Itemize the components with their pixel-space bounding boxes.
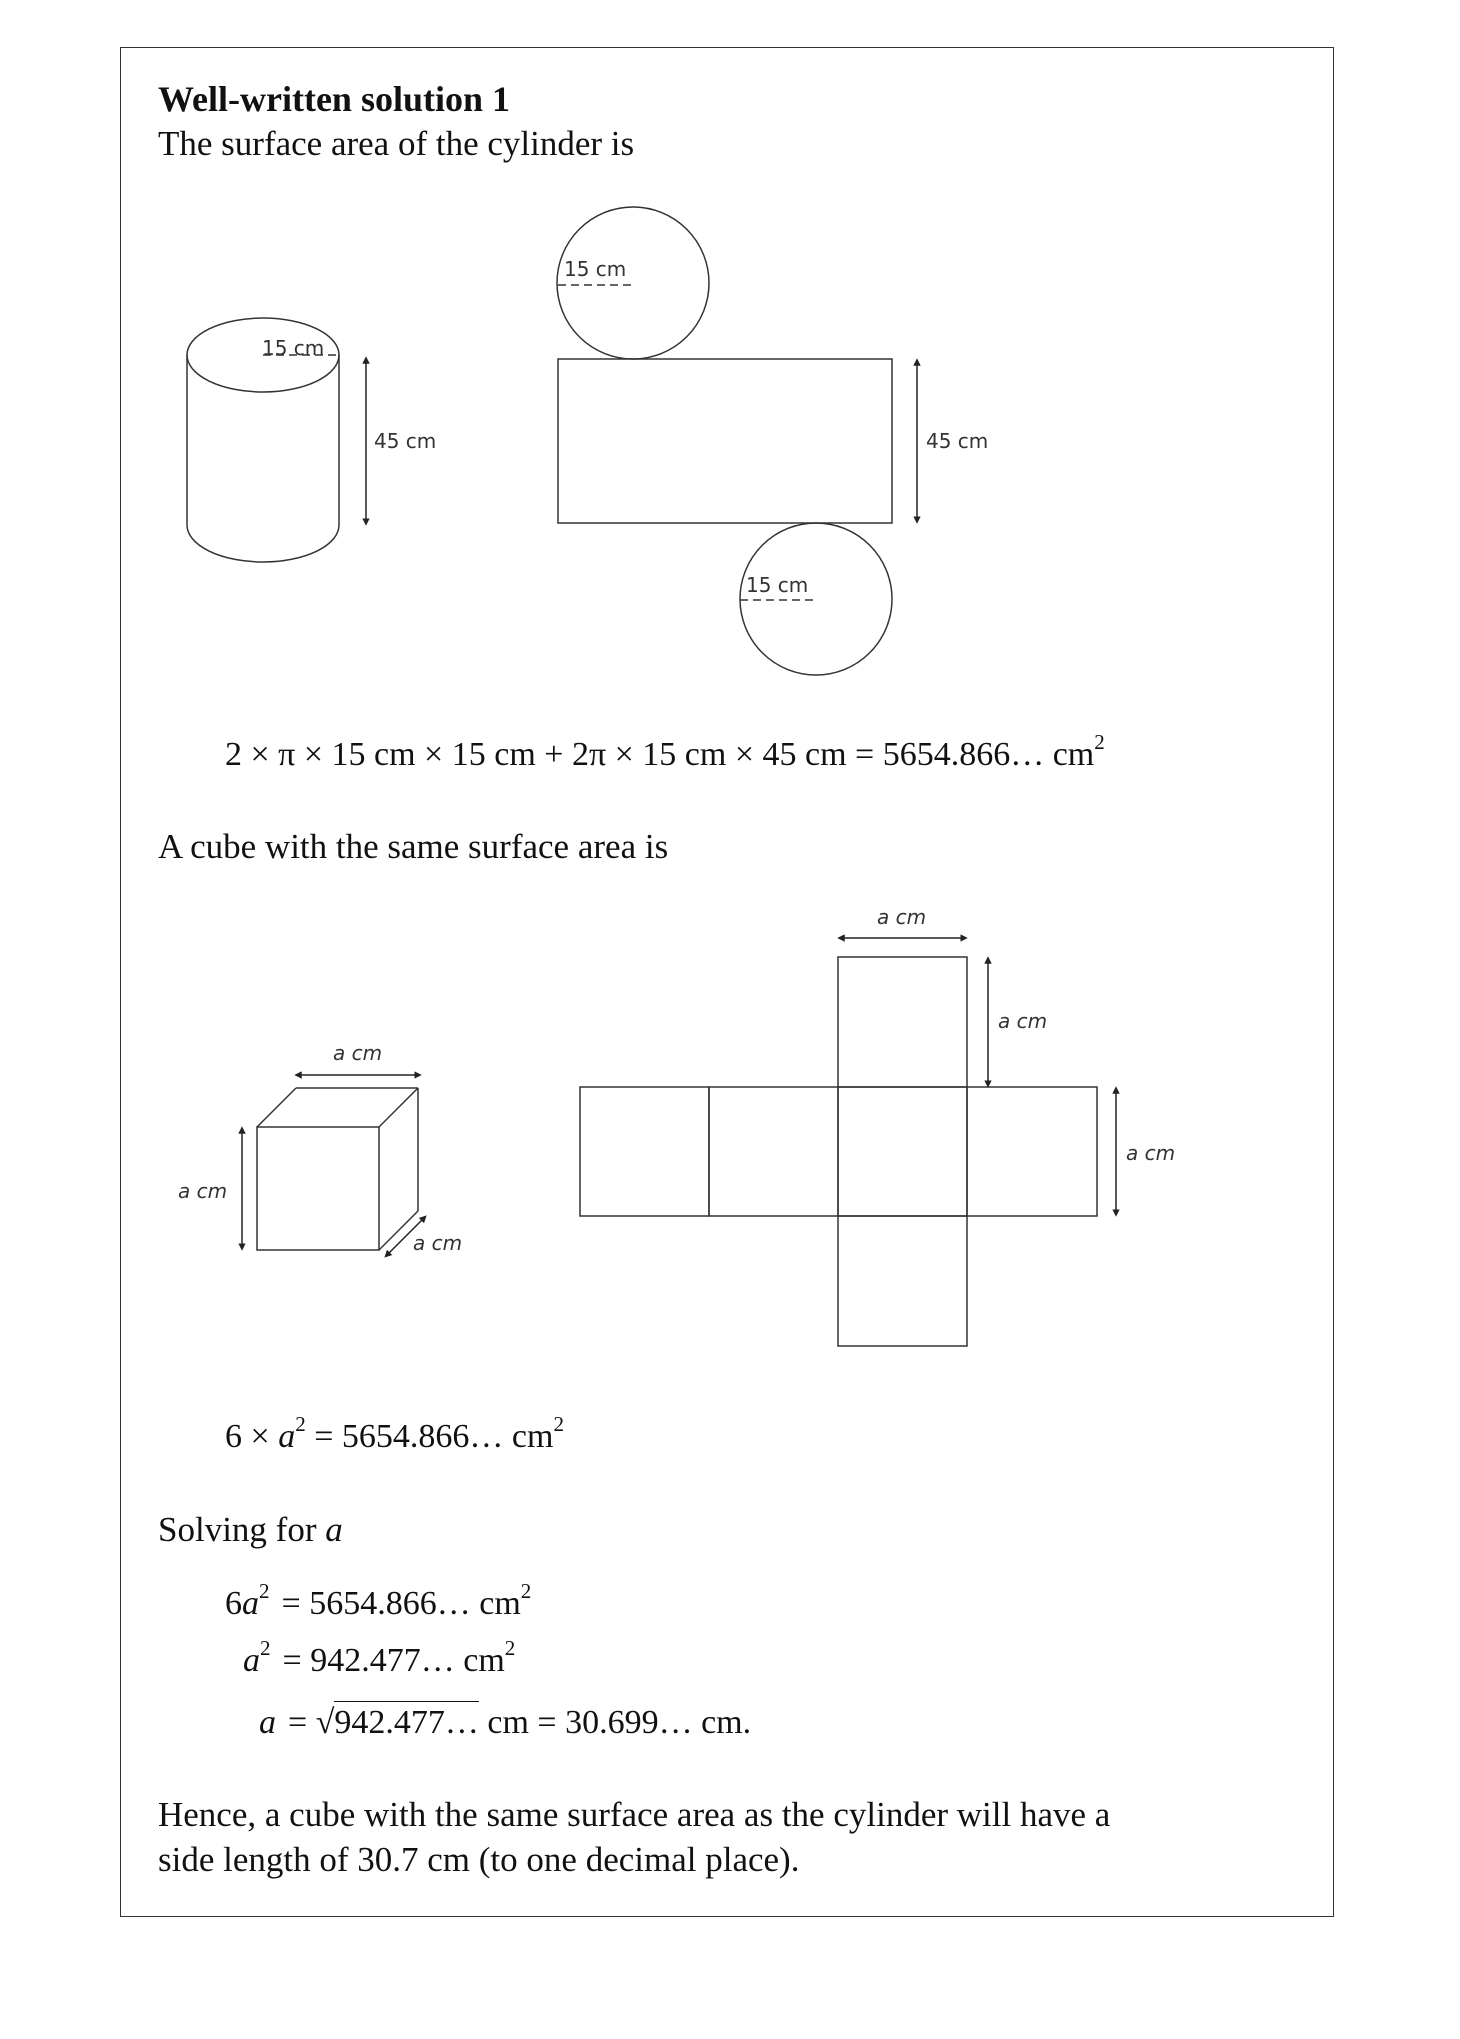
solution-title: Well-written solution 1 bbox=[158, 79, 510, 119]
cube-left-label: a cm bbox=[178, 1179, 228, 1203]
solving-label: Solving for bbox=[158, 1510, 326, 1549]
cube-area-equation bbox=[225, 1412, 564, 1456]
equation-1-exponent: 2 bbox=[1094, 730, 1105, 755]
cyl-height-label: 45 cm bbox=[374, 429, 437, 453]
equation-2-exp2: 2 bbox=[553, 1412, 564, 1437]
net-top-radius-label: 15 cm bbox=[564, 257, 627, 281]
cylinder-figure bbox=[0, 0, 1460, 700]
step-1-coef: 6 bbox=[225, 1585, 242, 1622]
solving-var: a bbox=[325, 1510, 343, 1549]
step-3-radicand: 942.477… bbox=[334, 1701, 479, 1741]
step-1-exp: 2 bbox=[259, 1579, 270, 1604]
cube-top-label: a cm bbox=[333, 1041, 383, 1065]
solving-text bbox=[158, 1510, 343, 1550]
step-1-var: a bbox=[242, 1585, 259, 1622]
step-1-rhs: = 5654.866… cm bbox=[281, 1585, 521, 1622]
net-height-label: 45 cm bbox=[926, 429, 989, 453]
step-3-sqrt-sign: √ bbox=[315, 1704, 335, 1741]
net-bottom-radius-label: 15 cm bbox=[746, 573, 809, 597]
step-1 bbox=[225, 1579, 532, 1623]
cube-depth-label: a cm bbox=[413, 1231, 463, 1255]
cyl-radius-label: 15 cm bbox=[262, 336, 325, 360]
cube-shape bbox=[257, 1088, 418, 1250]
step-3-eq: = bbox=[288, 1704, 316, 1741]
step-2-rhs-exp: 2 bbox=[504, 1636, 516, 1661]
net-side-label: a cm bbox=[998, 1009, 1048, 1033]
equation-2-exp: 2 bbox=[295, 1412, 306, 1437]
net-rectangle bbox=[558, 359, 892, 523]
cube-figure bbox=[0, 880, 1460, 1360]
net-bottom-circle bbox=[740, 523, 892, 675]
conclusion-line-1: Hence, a cube with the same surface area as the cylinder will have a bbox=[158, 1795, 1111, 1834]
equation-2-var: a bbox=[278, 1418, 296, 1455]
step-2 bbox=[243, 1636, 516, 1680]
conclusion-line-2: side length of 30.7 cm (to one decimal place). bbox=[158, 1840, 800, 1879]
equation-1-text: 2 × π × 15 cm × 15 cm + 2π × 15 cm × 45 cm = 5654.866… cm bbox=[225, 736, 1095, 773]
cylinder-area-equation bbox=[225, 730, 1105, 774]
net-top-label: a cm bbox=[877, 905, 927, 929]
step-3-var: a bbox=[259, 1704, 276, 1741]
net-top-circle bbox=[557, 207, 709, 359]
step-3-result: cm = 30.699… cm. bbox=[478, 1704, 752, 1741]
equation-2-a: 6 × bbox=[225, 1418, 279, 1455]
step-2-exp: 2 bbox=[260, 1636, 271, 1661]
equation-2-b: = 5654.866… cm bbox=[305, 1418, 554, 1455]
intro-text: The surface area of the cylinder is bbox=[158, 124, 635, 163]
step-2-rhs: = 942.477… cm bbox=[282, 1642, 505, 1679]
step-3 bbox=[259, 1704, 751, 1742]
step-1-rhs-exp: 2 bbox=[520, 1579, 532, 1604]
cube-intro-text: A cube with the same surface area is bbox=[158, 827, 669, 866]
net-right-label: a cm bbox=[1126, 1141, 1176, 1165]
step-2-var: a bbox=[243, 1642, 260, 1679]
